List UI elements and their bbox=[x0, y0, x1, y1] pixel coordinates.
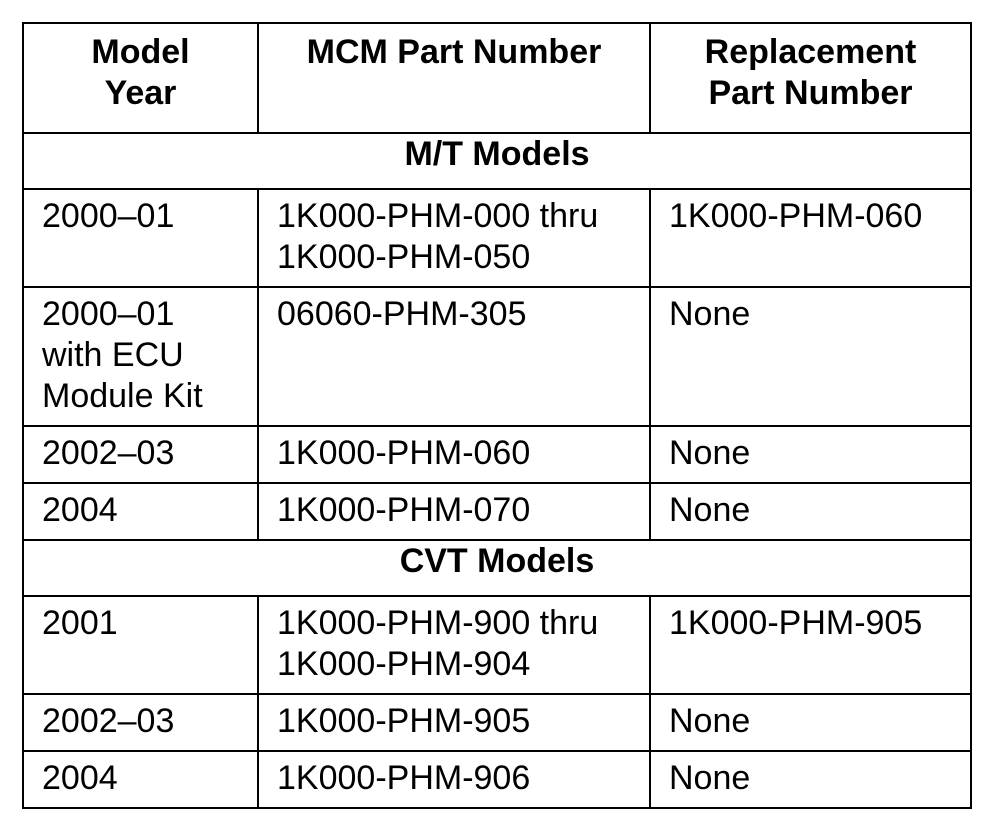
mcm-part-number-cell bbox=[258, 751, 650, 808]
cell-line: 1K000-PHM-000 thru bbox=[277, 197, 599, 235]
replacement-part-number-cell bbox=[650, 596, 971, 694]
cell-line: 06060-PHM-305 bbox=[277, 295, 527, 333]
cell-line: 1K000-PHM-050 bbox=[277, 238, 531, 276]
replacement-part-number-cell bbox=[650, 189, 971, 287]
cell-line: 1K000-PHM-905 bbox=[669, 604, 923, 642]
replacement-part-number-cell bbox=[650, 426, 971, 483]
replacement-part-number-cell bbox=[650, 751, 971, 808]
section-row bbox=[23, 540, 971, 596]
mcm-part-number-cell bbox=[258, 426, 650, 483]
cell-line: 1K000-PHM-904 bbox=[277, 645, 531, 683]
table-row bbox=[23, 483, 971, 540]
header-replacement-part-number: Replacement Part Number bbox=[650, 23, 971, 133]
model-year-cell bbox=[23, 694, 258, 751]
section-title: CVT Models bbox=[23, 540, 971, 596]
table-body bbox=[23, 133, 971, 808]
mcm-part-number-cell bbox=[258, 596, 650, 694]
cell-line: 1K000-PHM-060 bbox=[669, 197, 923, 235]
mcm-part-number-cell bbox=[258, 483, 650, 540]
mcm-part-number-cell bbox=[258, 189, 650, 287]
cell-line: 1K000-PHM-906 bbox=[277, 759, 531, 797]
cell-line: with ECU bbox=[42, 336, 184, 374]
header-model-year: Model Year bbox=[23, 23, 258, 133]
replacement-part-number-cell bbox=[650, 483, 971, 540]
section-title: M/T Models bbox=[23, 133, 971, 189]
header-mcm-part-number: MCM Part Number bbox=[258, 23, 650, 133]
table-row bbox=[23, 694, 971, 751]
replacement-part-number-cell bbox=[650, 287, 971, 426]
cell-line: None bbox=[669, 434, 751, 472]
table-row bbox=[23, 596, 971, 694]
cell-line: 2002–03 bbox=[42, 702, 175, 740]
cell-line: 2004 bbox=[42, 759, 118, 797]
table-row bbox=[23, 426, 971, 483]
model-year-cell bbox=[23, 483, 258, 540]
cell-line: 1K000-PHM-905 bbox=[277, 702, 531, 740]
cell-line: 1K000-PHM-060 bbox=[277, 434, 531, 472]
cell-line: Module Kit bbox=[42, 377, 203, 415]
model-year-cell bbox=[23, 287, 258, 426]
cell-line: 2004 bbox=[42, 491, 118, 529]
parts-table bbox=[22, 22, 972, 809]
cell-line: None bbox=[669, 702, 751, 740]
table-row bbox=[23, 189, 971, 287]
mcm-part-number-cell bbox=[258, 287, 650, 426]
cell-line: None bbox=[669, 295, 751, 333]
model-year-cell bbox=[23, 426, 258, 483]
cell-line: 2001 bbox=[42, 604, 118, 642]
cell-line: 1K000-PHM-900 thru bbox=[277, 604, 599, 642]
table-row bbox=[23, 287, 971, 426]
cell-line: 2002–03 bbox=[42, 434, 175, 472]
model-year-cell bbox=[23, 751, 258, 808]
table-row bbox=[23, 751, 971, 808]
table-header bbox=[23, 23, 971, 133]
model-year-cell bbox=[23, 189, 258, 287]
cell-line: None bbox=[669, 491, 751, 529]
section-row bbox=[23, 133, 971, 189]
cell-line: 2000–01 bbox=[42, 197, 175, 235]
model-year-cell bbox=[23, 596, 258, 694]
cell-line: 2000–01 bbox=[42, 295, 175, 333]
cell-line: 1K000-PHM-070 bbox=[277, 491, 531, 529]
replacement-part-number-cell bbox=[650, 694, 971, 751]
mcm-part-number-cell bbox=[258, 694, 650, 751]
cell-line: None bbox=[669, 759, 751, 797]
